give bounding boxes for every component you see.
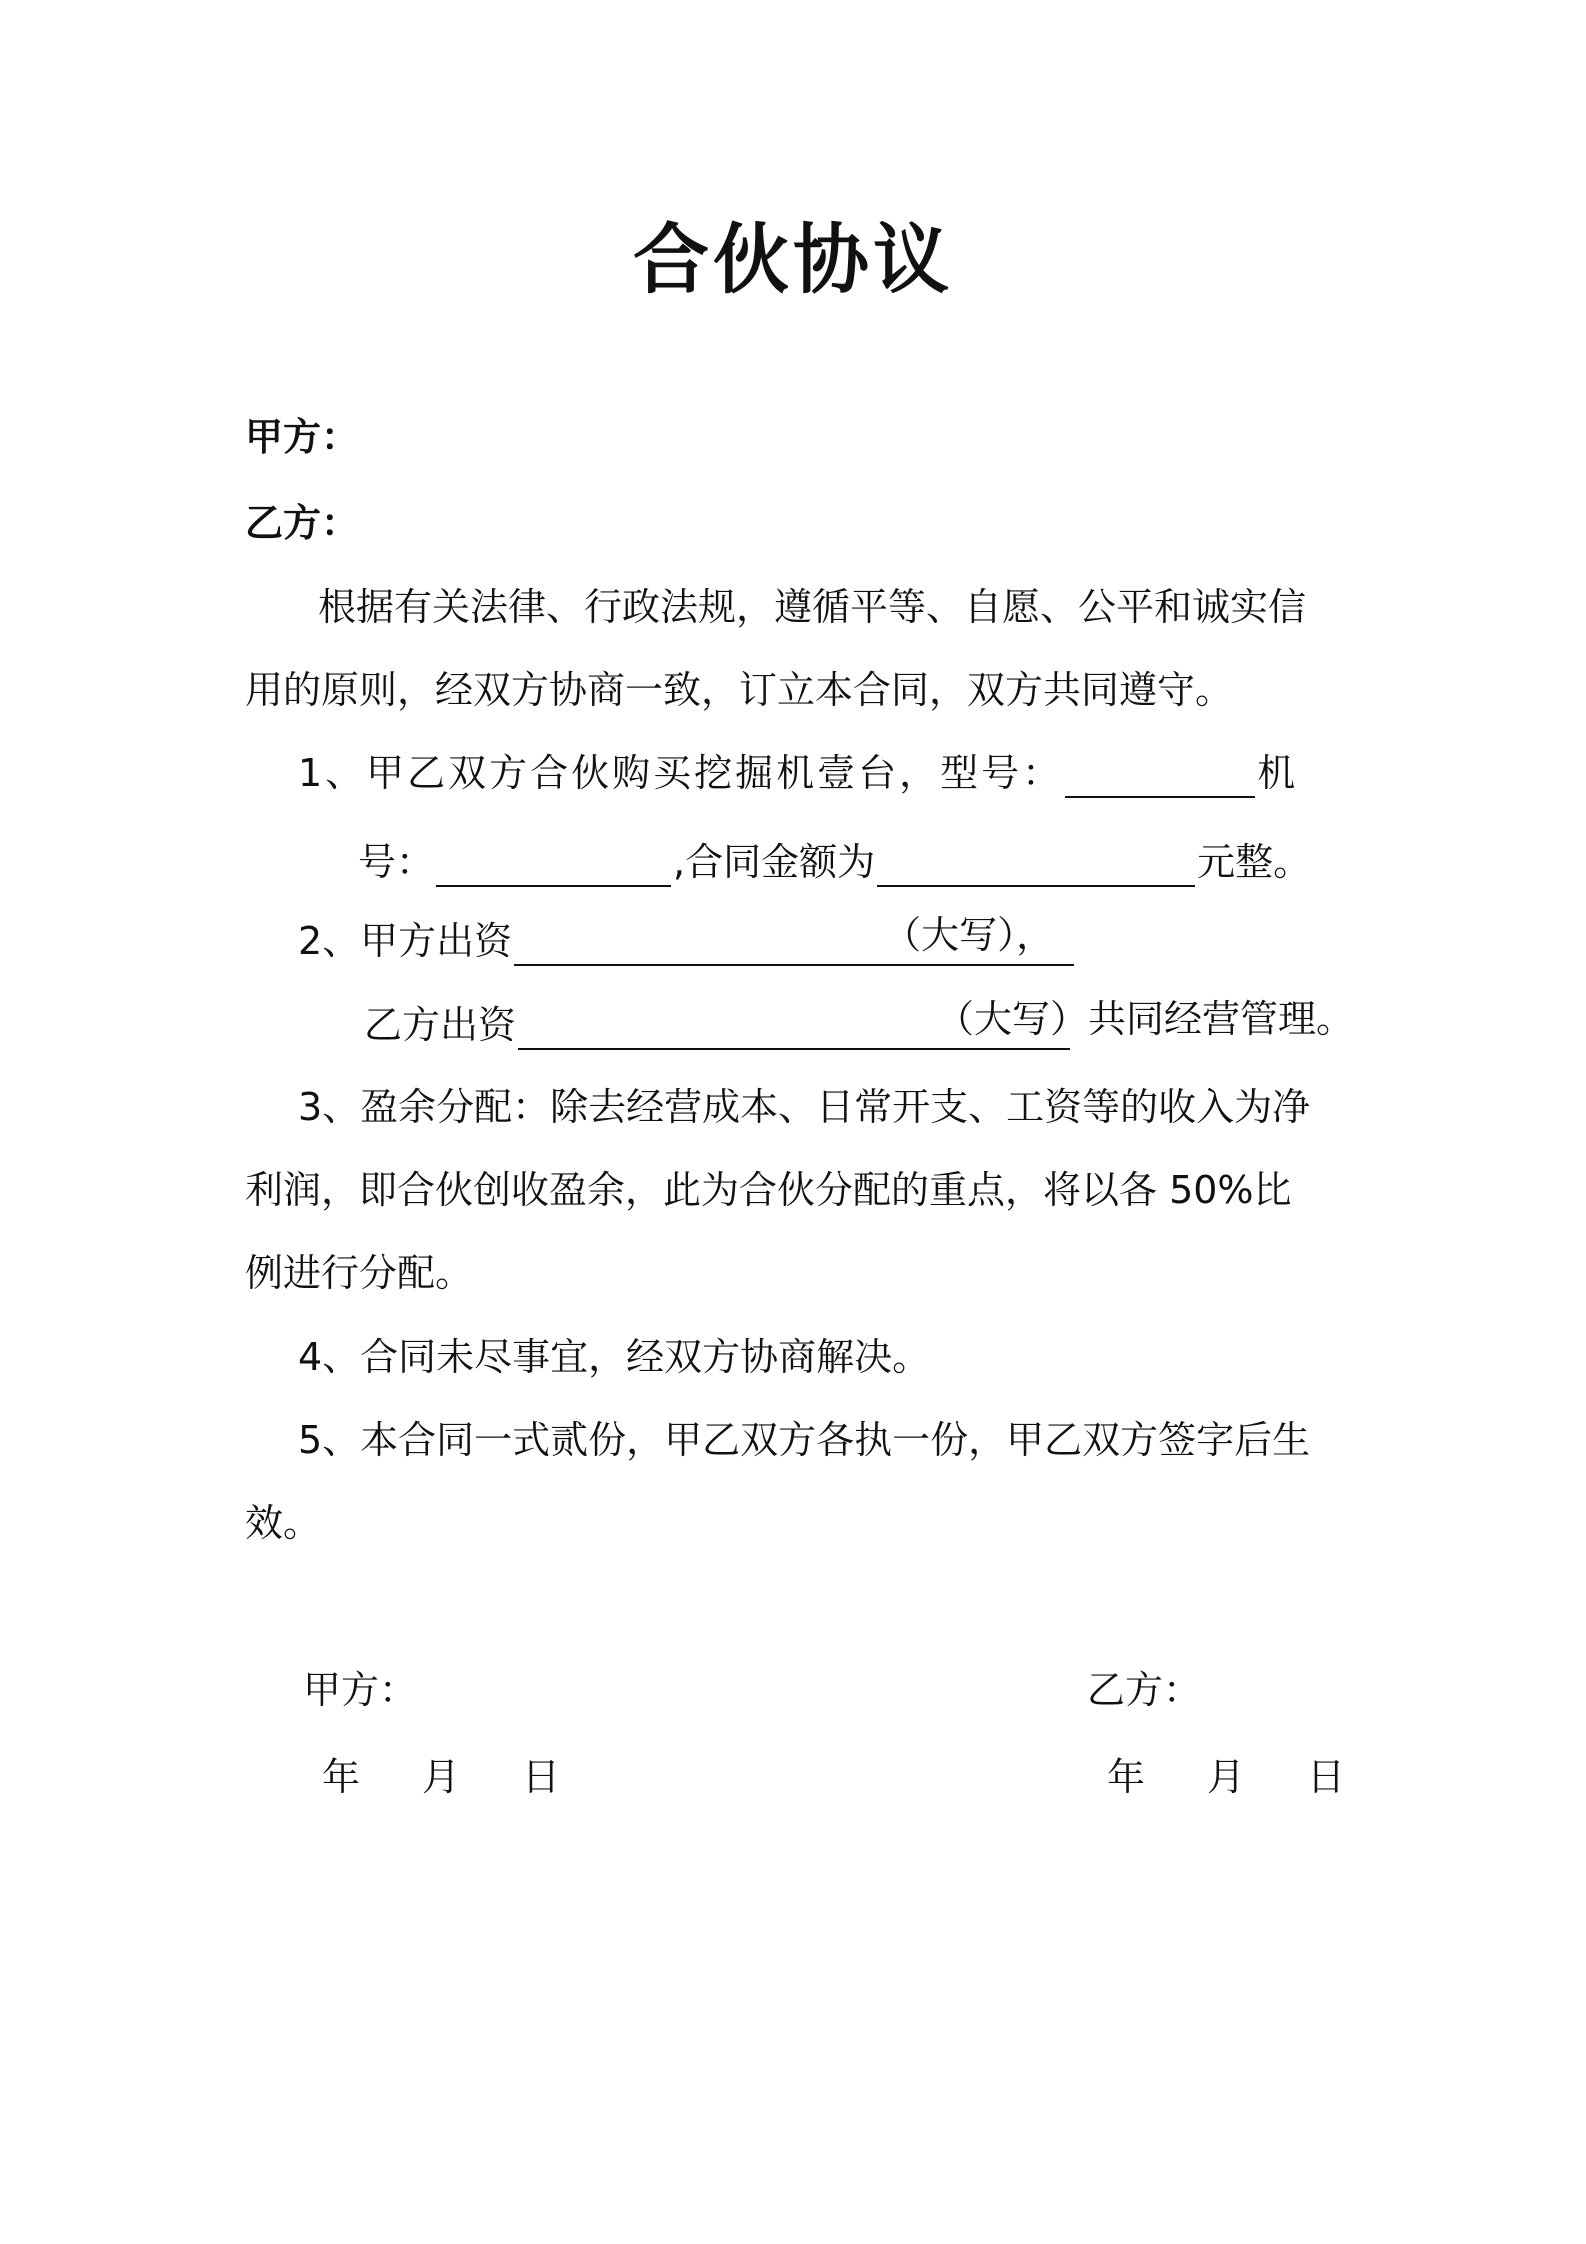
party-b-contribution-field[interactable] <box>518 997 1355 1050</box>
clause-1-line-2 <box>358 837 1311 887</box>
signature-date-b: 年 月 日 <box>1107 1755 1358 1799</box>
intro-line-1: 根据有关法律、行政法规，遵循平等、自愿、公平和诚实信 <box>318 585 1307 629</box>
party-b-capital-note: （大写）共同经营管理。 <box>936 997 1355 1041</box>
machine-number-field[interactable] <box>436 841 671 887</box>
clause-5-line-1: 5、本合同一式贰份，甲乙双方各执一份，甲乙双方签字后生 <box>298 1418 1311 1462</box>
party-a-label: 甲方： <box>245 415 360 459</box>
clause-3-line-2: 利润，即合伙创收盈余，此为合伙分配的重点，将以各 50%比 <box>245 1168 1292 1212</box>
clause-3-line-3: 例进行分配。 <box>245 1251 474 1295</box>
signature-party-a: 甲方： <box>303 1668 418 1712</box>
clause-5-line-2: 效。 <box>245 1501 322 1545</box>
party-a-contribution-label: 2、甲方出资 <box>298 919 513 963</box>
clause-2-line-2 <box>364 997 1355 1050</box>
model-field[interactable] <box>1065 752 1255 798</box>
amount-label: ,合同金额为 <box>673 840 876 884</box>
party-b-contribution-label: 乙方出资 <box>364 1003 517 1047</box>
contract-amount-field[interactable] <box>877 841 1195 887</box>
intro-line-2: 用的原则，经双方协商一致，订立本合同，双方共同遵守。 <box>245 668 1234 712</box>
page-title: 合伙协议 <box>633 215 953 304</box>
clause-2-line-1 <box>298 913 1076 966</box>
amount-suffix: 元整。 <box>1197 840 1312 884</box>
number-label: 号： <box>358 840 435 884</box>
clause-1-suffix: 机 <box>1257 751 1299 795</box>
signature-date-a: 年 月 日 <box>322 1755 573 1799</box>
party-a-contribution-field[interactable] <box>514 913 1074 966</box>
party-b-label: 乙方： <box>245 501 360 545</box>
signature-party-b: 乙方： <box>1087 1668 1202 1712</box>
clause-1-prefix: 1、甲乙双方合伙购买挖掘机壹台，型号： <box>298 751 1064 795</box>
party-a-capital-note: （大写）， <box>883 913 1055 957</box>
clause-4: 4、合同未尽事宜，经双方协商解决。 <box>298 1335 931 1379</box>
clause-1-line-1 <box>298 748 1298 798</box>
clause-3-line-1: 3、盈余分配：除去经营成本、日常开支、工资等的收入为净 <box>298 1085 1311 1129</box>
